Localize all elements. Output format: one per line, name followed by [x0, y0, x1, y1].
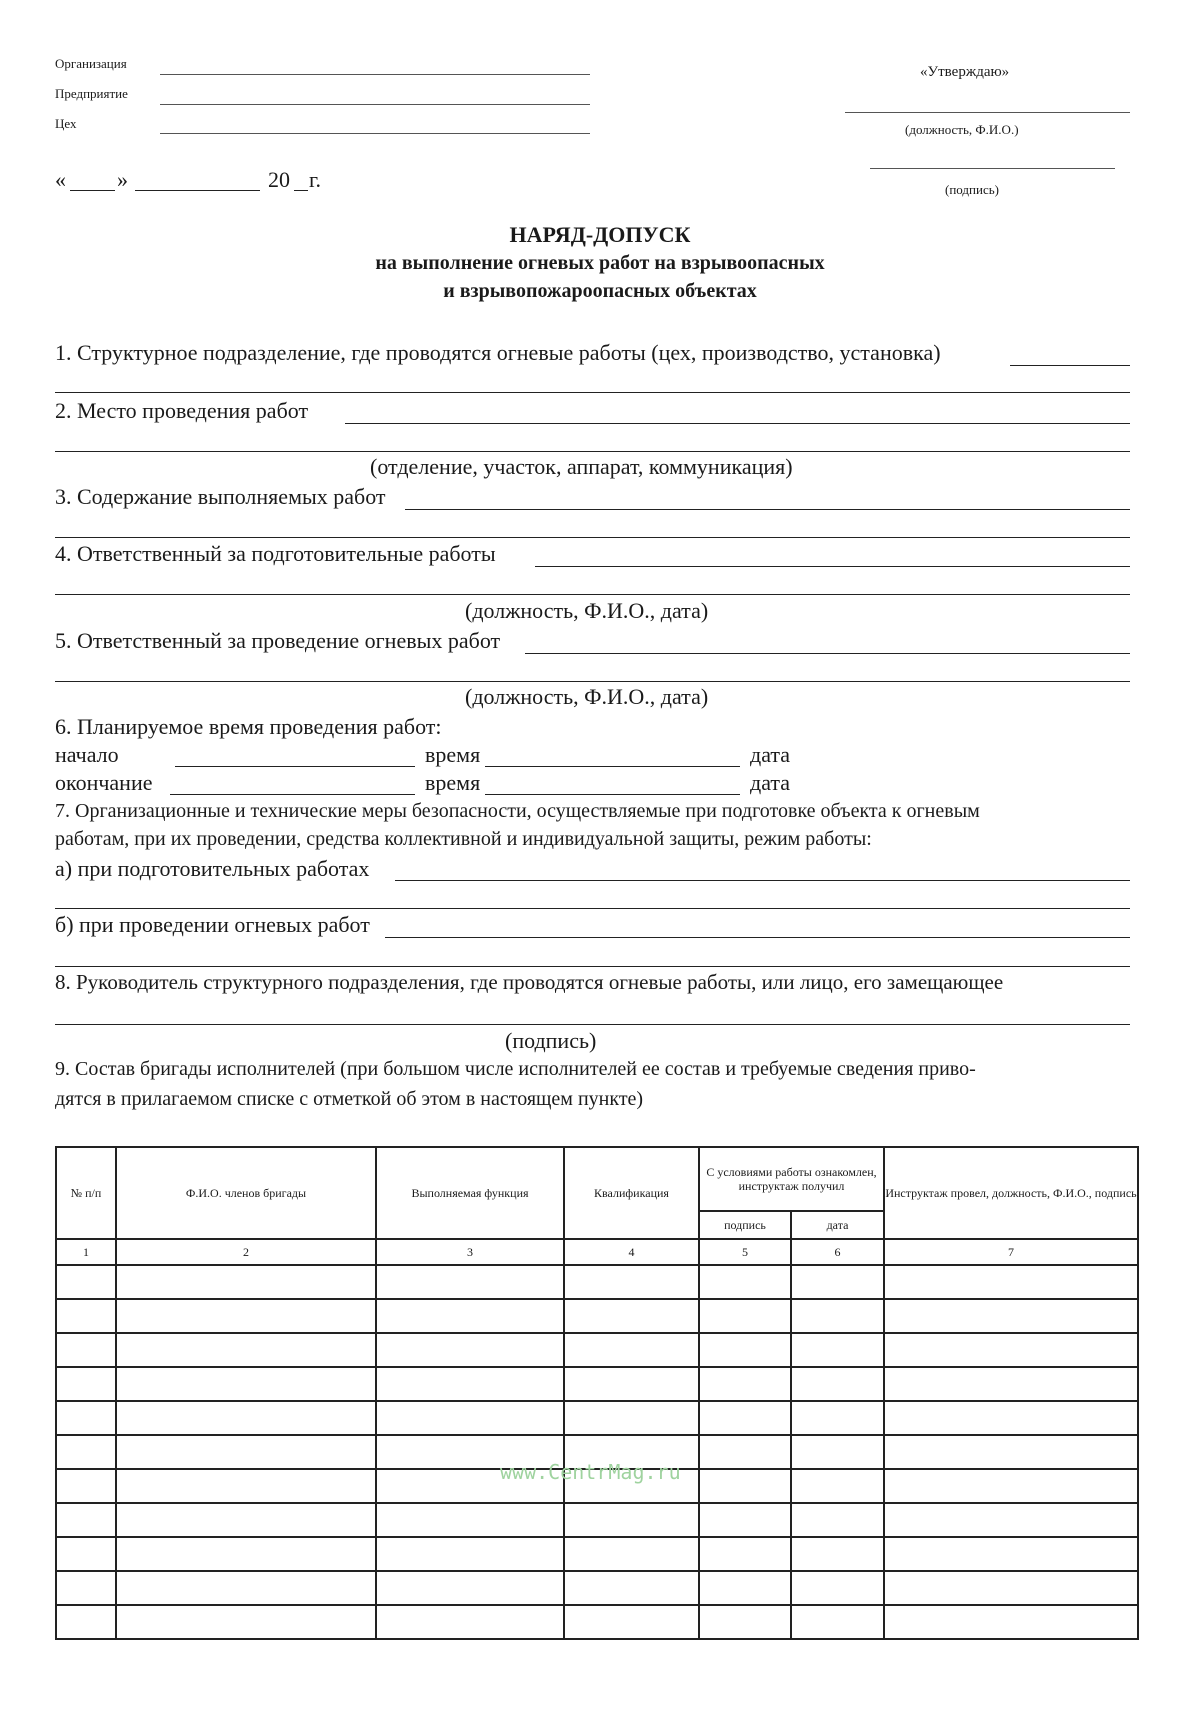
item-6-end-time-line — [170, 794, 415, 795]
table-cell — [699, 1605, 791, 1639]
col-number: 2 — [116, 1239, 376, 1265]
table-row — [56, 1605, 1138, 1639]
watermark: www.CentrMag.ru — [500, 1460, 681, 1484]
item-4-caption: (должность, Ф.И.О., дата) — [465, 598, 709, 623]
column-number-row — [56, 1239, 1138, 1265]
table-cell — [884, 1503, 1138, 1537]
table-row — [56, 1333, 1138, 1367]
item-1-line-b — [55, 392, 1130, 393]
item-3-label: 3. Содержание выполняемых работ — [55, 484, 386, 509]
table-cell — [376, 1605, 564, 1639]
table-cell — [56, 1367, 116, 1401]
table-cell — [376, 1503, 564, 1537]
item-5-caption: (должность, Ф.И.О., дата) — [465, 684, 709, 709]
header-function: Выполняемая функция — [376, 1147, 564, 1239]
table-cell — [56, 1605, 116, 1639]
document-subtitle-line-2: и взрывопожароопасных объектах — [443, 280, 757, 302]
table-cell — [376, 1571, 564, 1605]
item-2-caption: (отделение, участок, аппарат, коммуникация) — [370, 454, 793, 479]
table-cell — [564, 1299, 699, 1333]
table-cell — [699, 1571, 791, 1605]
table-cell — [884, 1605, 1138, 1639]
item-9-line-2: дятся в прилагаемом списке с отметкой об этом в настоящем пункте) — [55, 1088, 644, 1110]
table-cell — [791, 1503, 884, 1537]
shop-line — [160, 133, 590, 134]
table-cell — [564, 1503, 699, 1537]
table-cell — [116, 1469, 376, 1503]
table-cell — [376, 1265, 564, 1299]
table-cell — [56, 1537, 116, 1571]
item-6-start-date-label: дата — [750, 742, 791, 767]
table-cell — [699, 1469, 791, 1503]
table-cell — [884, 1571, 1138, 1605]
table-cell — [56, 1435, 116, 1469]
item-8-label: 8. Руководитель структурного подразделения, где проводятся огневые работы, или лицо, его замещающее — [55, 970, 1004, 994]
item-2-line-a — [345, 423, 1130, 424]
item-7-line-2: работам, при их проведении, средства коллективной и индивидуальной защиты, режим работы: — [55, 828, 872, 850]
item-1-label: 1. Структурное подразделение, где проводятся огневые работы (цех, производство, установка) — [55, 340, 941, 365]
approve-signature-line — [870, 168, 1115, 169]
table-cell — [884, 1333, 1138, 1367]
table-cell — [791, 1537, 884, 1571]
table-cell — [564, 1401, 699, 1435]
table-row — [56, 1401, 1138, 1435]
crew-table-body — [56, 1265, 1138, 1639]
enterprise-line — [160, 104, 590, 105]
item-6-start-label: начало — [55, 742, 119, 767]
table-cell — [56, 1265, 116, 1299]
table-cell — [376, 1333, 564, 1367]
approve-signature-caption: (подпись) — [945, 182, 999, 197]
item-4-label: 4. Ответственный за подготовительные работы — [55, 541, 496, 566]
approve-position-line — [845, 112, 1130, 113]
document-subtitle-line-1: на выполнение огневых работ на взрывоопасных — [375, 252, 825, 274]
item-6-start-time-label: время — [425, 742, 481, 767]
item-5-line-b — [55, 681, 1130, 682]
header-name: Ф.И.О. членов бригады — [116, 1147, 376, 1239]
header-instructed: Инструктаж провел, должность, Ф.И.О., подпись — [884, 1147, 1138, 1239]
table-cell — [564, 1605, 699, 1639]
table-cell — [699, 1435, 791, 1469]
table-cell — [884, 1299, 1138, 1333]
header-date: дата — [791, 1211, 884, 1239]
table-cell — [376, 1401, 564, 1435]
table-cell — [376, 1367, 564, 1401]
table-cell — [791, 1265, 884, 1299]
table-cell — [56, 1571, 116, 1605]
table-cell — [56, 1299, 116, 1333]
item-2-label: 2. Место проведения работ — [55, 398, 309, 423]
header-num: № п/п — [56, 1147, 116, 1239]
item-3-line-b — [55, 537, 1130, 538]
item-6-end-date-label: дата — [750, 770, 791, 795]
date-year-suffix: г. — [309, 167, 322, 192]
table-cell — [116, 1435, 376, 1469]
table-cell — [376, 1537, 564, 1571]
table-cell — [56, 1503, 116, 1537]
table-cell — [116, 1571, 376, 1605]
item-4-line-b — [55, 594, 1130, 595]
table-cell — [116, 1401, 376, 1435]
table-cell — [791, 1571, 884, 1605]
table-cell — [116, 1537, 376, 1571]
table-row — [56, 1299, 1138, 1333]
table-cell — [791, 1435, 884, 1469]
item-8-caption: (подпись) — [505, 1028, 597, 1053]
item-6-end-time-label: время — [425, 770, 481, 795]
item-5-label: 5. Ответственный за проведение огневых работ — [55, 628, 501, 653]
enterprise-label: Предприятие — [55, 86, 128, 101]
table-cell — [564, 1367, 699, 1401]
item-1-line-a — [1010, 365, 1130, 366]
item-7b-label: б) при проведении огневых работ — [55, 912, 370, 937]
col-number: 4 — [564, 1239, 699, 1265]
date-open-quote: « — [55, 167, 66, 192]
col-number: 7 — [884, 1239, 1138, 1265]
table-cell — [699, 1401, 791, 1435]
item-6-end-date-line — [485, 794, 740, 795]
table-cell — [376, 1299, 564, 1333]
approve-label: «Утверждаю» — [920, 64, 1010, 80]
table-cell — [564, 1333, 699, 1367]
table-cell — [699, 1333, 791, 1367]
table-cell — [699, 1299, 791, 1333]
item-6-start-date-line — [485, 766, 740, 767]
item-9-line-1: 9. Состав бригады исполнителей (при большом числе исполнителей ее состав и требуемые сведения приво- — [55, 1058, 976, 1080]
date-year-line — [294, 190, 308, 191]
table-cell — [791, 1469, 884, 1503]
item-4-line-a — [535, 566, 1130, 567]
date-close-quote: » — [117, 167, 128, 192]
col-number: 6 — [791, 1239, 884, 1265]
item-3-line-a — [405, 509, 1130, 510]
item-7-line-1: 7. Организационные и технические меры безопасности, осуществляемые при подготовке объекта к огневым — [55, 800, 980, 822]
col-number: 3 — [376, 1239, 564, 1265]
item-8-line — [55, 1024, 1130, 1025]
organization-label: Организация — [55, 56, 127, 71]
table-cell — [791, 1367, 884, 1401]
table-cell — [884, 1265, 1138, 1299]
table-cell — [699, 1367, 791, 1401]
table-cell — [56, 1469, 116, 1503]
table-cell — [116, 1333, 376, 1367]
table-cell — [884, 1435, 1138, 1469]
table-cell — [564, 1537, 699, 1571]
approve-position-caption: (должность, Ф.И.О.) — [905, 122, 1019, 137]
table-row — [56, 1571, 1138, 1605]
item-6-label: 6. Планируемое время проведения работ: — [55, 714, 442, 739]
table-row — [56, 1503, 1138, 1537]
item-5-line-a — [525, 653, 1130, 654]
item-7b-line-b — [55, 966, 1130, 967]
date-year-prefix: 20 — [268, 167, 290, 192]
header-conditions: С условиями работы ознакомлен, инструктаж получил — [699, 1147, 884, 1211]
table-cell — [116, 1503, 376, 1537]
table-cell — [56, 1333, 116, 1367]
date-day-line — [70, 190, 115, 191]
organization-line — [160, 74, 590, 75]
table-cell — [791, 1605, 884, 1639]
table-cell — [116, 1605, 376, 1639]
table-cell — [564, 1571, 699, 1605]
table-cell — [791, 1333, 884, 1367]
table-cell — [884, 1367, 1138, 1401]
crew-table — [55, 1146, 1139, 1640]
table-cell — [564, 1265, 699, 1299]
table-row — [56, 1265, 1138, 1299]
table-cell — [116, 1299, 376, 1333]
col-number: 1 — [56, 1239, 116, 1265]
table-cell — [699, 1537, 791, 1571]
table-cell — [884, 1469, 1138, 1503]
header-qualification: Квалификация — [564, 1147, 699, 1239]
table-row — [56, 1537, 1138, 1571]
shop-label: Цех — [55, 116, 77, 131]
item-7a-line-b — [55, 908, 1130, 909]
table-cell — [56, 1401, 116, 1435]
table-cell — [699, 1265, 791, 1299]
table-cell — [116, 1265, 376, 1299]
item-7b-line-a — [385, 937, 1130, 938]
col-number: 5 — [699, 1239, 791, 1265]
table-cell — [791, 1401, 884, 1435]
date-month-line — [135, 190, 260, 191]
table-cell — [884, 1537, 1138, 1571]
item-7a-line-a — [395, 880, 1130, 881]
table-cell — [884, 1401, 1138, 1435]
item-7a-label: а) при подготовительных работах — [55, 856, 370, 881]
table-cell — [791, 1299, 884, 1333]
item-6-end-label: окончание — [55, 770, 153, 795]
item-6-start-time-line — [175, 766, 415, 767]
table-cell — [116, 1367, 376, 1401]
document-title: НАРЯД-ДОПУСК — [509, 222, 691, 247]
item-2-line-b — [55, 451, 1130, 452]
table-row — [56, 1367, 1138, 1401]
table-cell — [699, 1503, 791, 1537]
header-signature: подпись — [699, 1211, 791, 1239]
